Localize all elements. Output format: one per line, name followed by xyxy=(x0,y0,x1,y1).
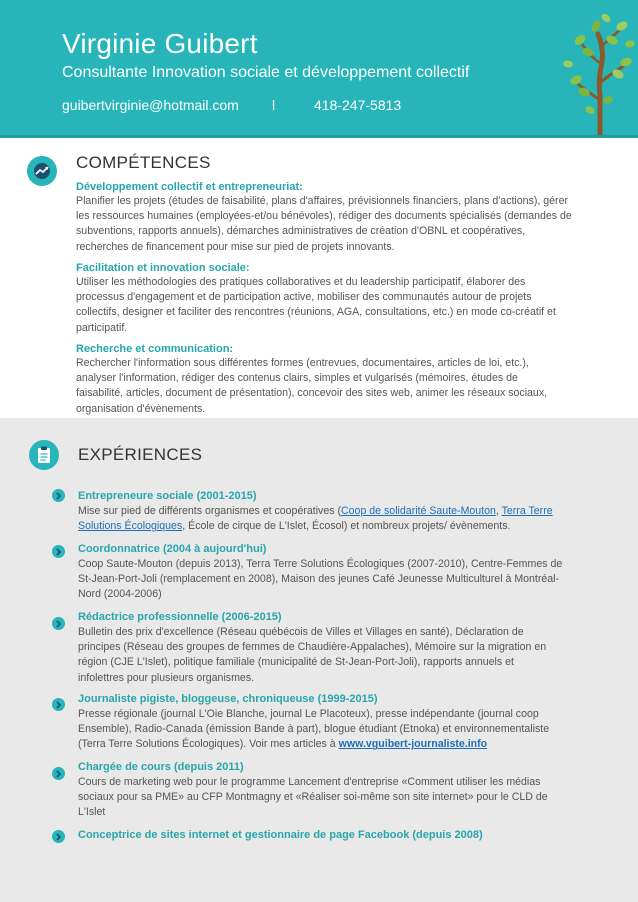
experience-line: Bulletin des prix d'excellence (Réseau québécois de Villes et Villages en santé), Déclaration de xyxy=(78,626,524,638)
terra-terre-link[interactable]: Terra Terre xyxy=(501,505,553,517)
experience-item xyxy=(78,692,598,753)
experience-line: sociaux pour sa PME» au CFP Montmagny et «Réaliser soi-même son site internet» pour le CLD de xyxy=(78,791,548,804)
terra-terre-link-cont[interactable]: Solutions Écologiques xyxy=(78,520,183,533)
competence-line: collectifs, designer et faciliter des rencontres (réunions, AGA, consultations, etc.) en mode co-créatif et xyxy=(76,306,556,319)
chart-trend-icon xyxy=(27,156,57,186)
experience-item xyxy=(78,760,598,821)
competence-block xyxy=(76,262,599,336)
experience-item xyxy=(78,489,598,534)
competence-block xyxy=(76,181,599,255)
competence-heading: Recherche et communication: xyxy=(76,343,234,355)
competence-line: Planifier les projets (études de faisabilité, plans d'affaires, prévisionnels financiers, plans d'actions), gérer xyxy=(76,195,569,207)
coop-saute-mouton-link[interactable]: Coop de solidarité Saute-Mouton xyxy=(341,505,496,517)
contact-separator: l xyxy=(272,97,276,113)
experience-line: principes (Réseau des groupes de femmes de Chaudière-Appalaches), Mémoire sur la migration en xyxy=(78,641,547,654)
experience-heading: Coordonnatrice (2004 à aujourd'hui) xyxy=(78,543,267,555)
section-title-experiences: EXPÉRIENCES xyxy=(78,445,203,464)
experience-line: Nord (2004-2006) xyxy=(78,588,162,601)
competence-line: faisabilité, articles, document de présentation), concevoir des sites web, animer les réseaux sociaux, xyxy=(76,387,548,400)
phone-number[interactable]: 418-247-5813 xyxy=(314,97,402,113)
experience-heading: Conceptrice de sites internet et gestionnaire de page Facebook (depuis 2008) xyxy=(78,829,483,841)
journalist-website-link[interactable]: www.vguibert-journaliste.info xyxy=(338,738,488,751)
experience-line: Coop Saute-Mouton (depuis 2013), Terra Terre Solutions Écologiques (2007-2010), Centre-Femmes de xyxy=(78,558,563,570)
experience-heading: Rédactrice professionnelle (2006-2015) xyxy=(78,611,282,623)
competence-line: subventions, rapports annuels), démarches administratives de création d'OBNL et coopératives, xyxy=(76,225,526,238)
header-divider xyxy=(0,135,638,138)
experience-text: (Terra Terre Solutions Écologiques). Voir mes articles à xyxy=(78,738,339,751)
chevron-right-icon xyxy=(52,767,65,780)
experience-line: St-Jean-Port-Joli (remplacement en 2008), Maison des jeunes Café Jeunesse Multiculturel à Montréal- xyxy=(78,573,560,586)
chevron-right-icon xyxy=(52,830,65,843)
experience-heading: Chargée de cours (depuis 2011) xyxy=(78,761,244,773)
competence-line: analyser l'information, rédiger des contenus clairs, simples et vulgarisés (mémoires, études de xyxy=(76,372,518,385)
competence-line: Utiliser les méthodologies des pratiques collaboratives et du leadership participatif, élaborer des xyxy=(76,276,526,288)
experience-heading: Journaliste pigiste, bloggeuse, chroniqueuse (1999-2015) xyxy=(78,693,378,705)
experience-line: Ensemble), Radio-Canada (émission Bande à part), blogue étudiant (Etnoka) et environnementaliste xyxy=(78,723,550,736)
experience-line: Cours de marketing web pour le programme Lancement d'entreprise «Comment utiliser les médias xyxy=(78,776,541,788)
competence-block xyxy=(76,343,599,417)
experience-item xyxy=(78,828,598,843)
full-name: Virginie Guibert xyxy=(62,28,258,59)
job-title: Consultante Innovation sociale et développement collectif xyxy=(62,64,470,81)
competence-line: participatif. xyxy=(76,321,128,334)
experience-line: L'Islet xyxy=(78,806,106,819)
experience-line: région (CJE L'Islet), politique familiale (municipalité de St-Jean-Port-Joli), rapports annuels et xyxy=(78,656,514,669)
tree-illustration-icon xyxy=(538,0,638,135)
competences-section xyxy=(0,139,638,415)
chevron-right-icon xyxy=(52,698,65,711)
competence-line: Rechercher l'information sous différentes formes (entrevues, documentaires, articles de loi, etc.), xyxy=(76,357,529,369)
experience-text: , École de cirque de L'Islet, Écosol) et nombreux projets/ évènements. xyxy=(182,520,511,533)
experience-text: , xyxy=(495,505,502,517)
chevron-right-icon xyxy=(52,489,65,502)
experience-line: Presse régionale (journal L'Oie Blanche, journal Le Placoteux), presse indépendante (journal coop xyxy=(78,708,539,720)
section-title-competences: COMPÉTENCES xyxy=(76,153,211,172)
chevron-right-icon xyxy=(52,617,65,630)
experience-text: Mise sur pied de différents organismes et coopératives ( xyxy=(78,505,342,517)
competence-line: recherches de financement pour mise sur pied de projets innovants. xyxy=(76,240,395,253)
chevron-right-icon xyxy=(52,545,65,558)
competence-heading: Développement collectif et entrepreneuriat: xyxy=(76,181,303,193)
contact-line xyxy=(62,97,401,113)
experience-line xyxy=(78,737,598,752)
experience-heading: Entrepreneure sociale (2001-2015) xyxy=(78,490,257,502)
competence-heading: Facilitation et innovation sociale: xyxy=(76,262,250,274)
competence-line: organisation d'évènements. xyxy=(76,402,206,415)
experience-line xyxy=(78,504,598,519)
competence-line: les ressources humaines (employées-et/ou bénévoles), rédiger des documents spécialisés (demandes de xyxy=(76,210,572,223)
competence-line: processus d'engagement et de participation active, mobiliser des communautés autour de projets xyxy=(76,291,532,304)
email-address[interactable]: guibertvirginie@hotmail.com xyxy=(62,97,239,113)
experience-line: infolettres pour plusieurs organismes. xyxy=(78,671,255,684)
experience-line xyxy=(78,519,598,534)
clipboard-icon xyxy=(29,440,59,470)
experience-item xyxy=(78,542,598,603)
experience-item xyxy=(78,610,598,686)
header-banner xyxy=(0,0,638,135)
